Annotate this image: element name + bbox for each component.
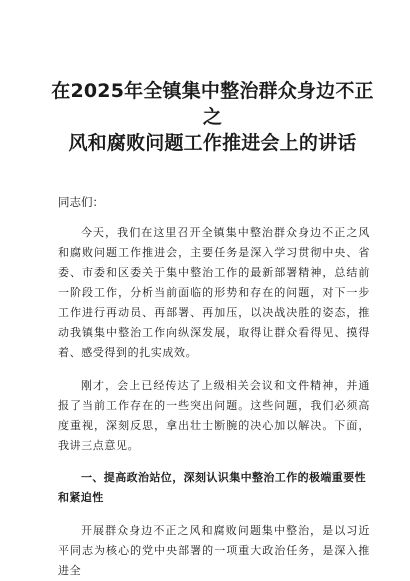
title-line-2: 风和腐败问题工作推进会上的讲话: [68, 132, 357, 154]
document-title: [50, 78, 375, 156]
paragraph-transition: 刚才，会上已经传达了上级相关会议和文件精神，并通报了当前工作存在的一些突出问题。这些问题，我们必须高度重视，深刻反思，拿出壮士断腕的决心加以解决。下面，我讲三点意见。: [58, 379, 370, 452]
section-heading-1: 一、提高政治站位，深刻认识集中整治工作的极端重要性和紧迫性: [58, 471, 366, 504]
section-1-paragraph: 开展群众身边不正之风和腐败问题集中整治，是以习近平同志为核心的党中央部署的一项重大政治任务，是深入推进全: [58, 524, 370, 577]
paragraph-opening: 今天，我们在这里召开全镇集中整治群众身边不正之风和腐败问题工作推进会，主要任务是深入学习贯彻中央、省委、市委和区委关于集中整治工作的最新部署精神，总结前一阶段工作，分析当前面临的形势和存在的问题，对下一步工作进行再动员、再部署、再加压，以决战决胜的姿态，推动我镇集中整治工作向纵深发展，取得让群众看得见、摸得着、感受得到的扎实成效。: [58, 226, 370, 359]
title-line-1: 在2025年全镇集中整治群众身边不正之: [51, 80, 374, 128]
salutation: 同志们：: [58, 195, 104, 209]
